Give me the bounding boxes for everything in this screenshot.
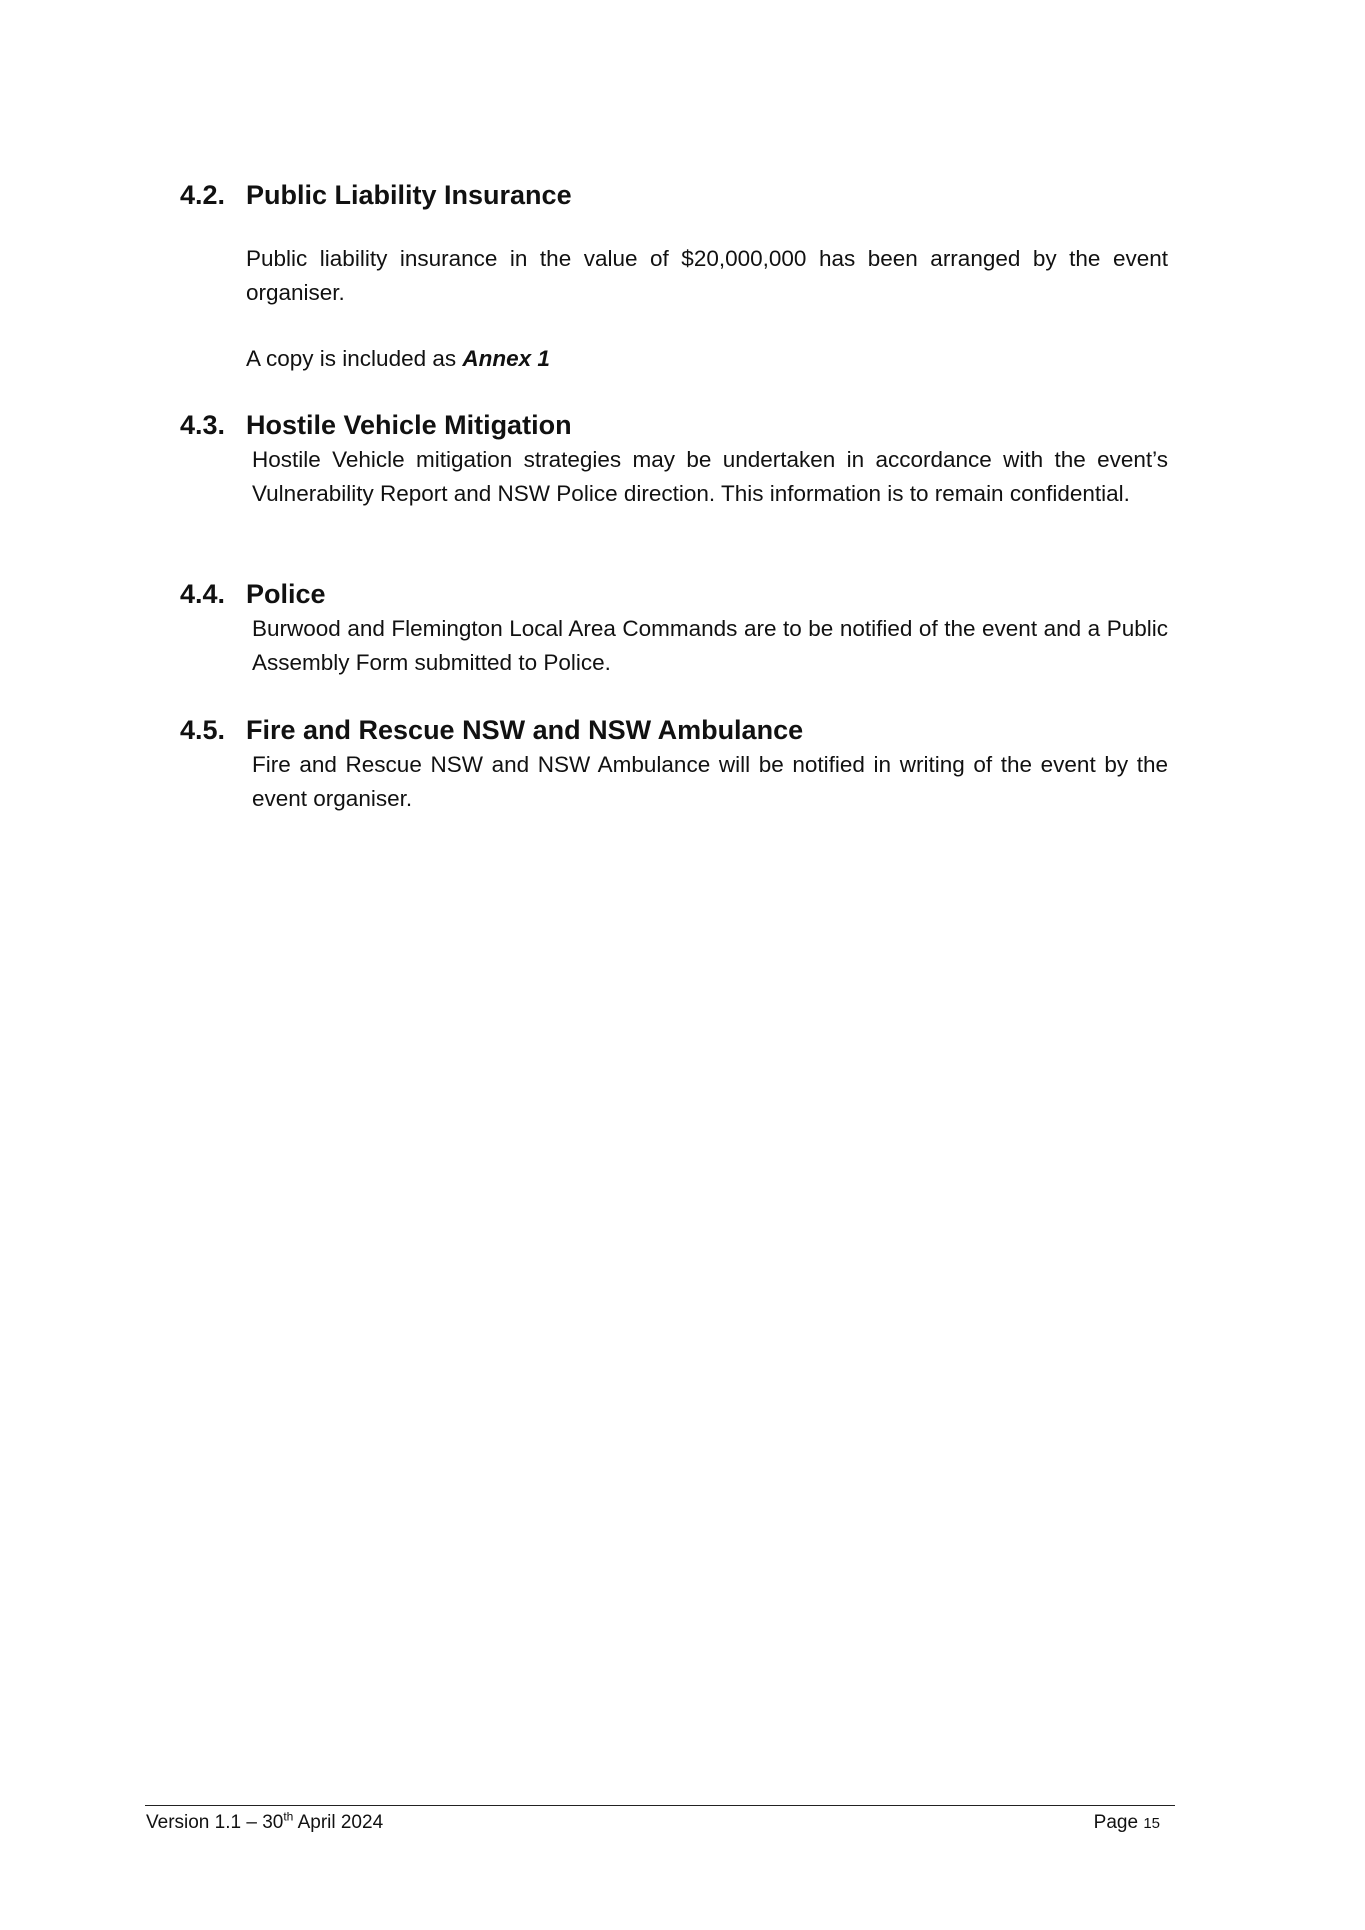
page-number: 15	[1143, 1815, 1160, 1832]
section-heading	[180, 177, 1170, 213]
section-number: 4.3.	[180, 410, 226, 440]
footer-page-number	[1094, 1810, 1160, 1837]
section-paragraph: Hostile Vehicle mitigation strategies may be undertaken in accordance with the event’s Vulnerability Report and NSW Police direction. This information is to remain confidential.	[252, 447, 1168, 506]
section-paragraph: Public liability insurance in the value of $20,000,000 has been arranged by the event organiser.	[246, 246, 1168, 305]
section-public-liability	[180, 177, 1170, 376]
section-police	[180, 576, 1170, 680]
section-number: 4.2.	[180, 180, 226, 210]
footer-version	[146, 1810, 383, 1836]
section-number: 4.5.	[180, 715, 226, 745]
section-heading	[180, 712, 1170, 748]
section-title: Public Liability Insurance	[246, 180, 572, 210]
version-ordinal: th	[283, 1809, 294, 1824]
section-number: 4.4.	[180, 579, 226, 609]
section-heading	[180, 407, 1170, 443]
version-prefix: Version 1.1 – 30	[146, 1812, 284, 1833]
section-title: Police	[246, 579, 326, 609]
section-paragraph: Burwood and Flemington Local Area Commands are to be notified of the event and a Public Assembly Form submitted to Police.	[252, 616, 1168, 675]
annex-prefix: A copy is included as	[246, 346, 463, 371]
section-paragraph: Fire and Rescue NSW and NSW Ambulance will be notified in writing of the event by the event organiser.	[252, 752, 1168, 811]
page-label: Page	[1093, 1812, 1144, 1833]
annex-label: Annex 1	[462, 346, 550, 371]
section-heading	[180, 576, 1170, 612]
annex-reference	[246, 342, 1168, 376]
section-hostile-vehicle-mitigation	[180, 407, 1170, 511]
section-title: Hostile Vehicle Mitigation	[246, 410, 572, 440]
version-suffix: April 2024	[293, 1812, 384, 1833]
section-title: Fire and Rescue NSW and NSW Ambulance	[246, 715, 804, 745]
section-fire-rescue-ambulance	[180, 712, 1170, 816]
footer-divider	[145, 1805, 1175, 1806]
